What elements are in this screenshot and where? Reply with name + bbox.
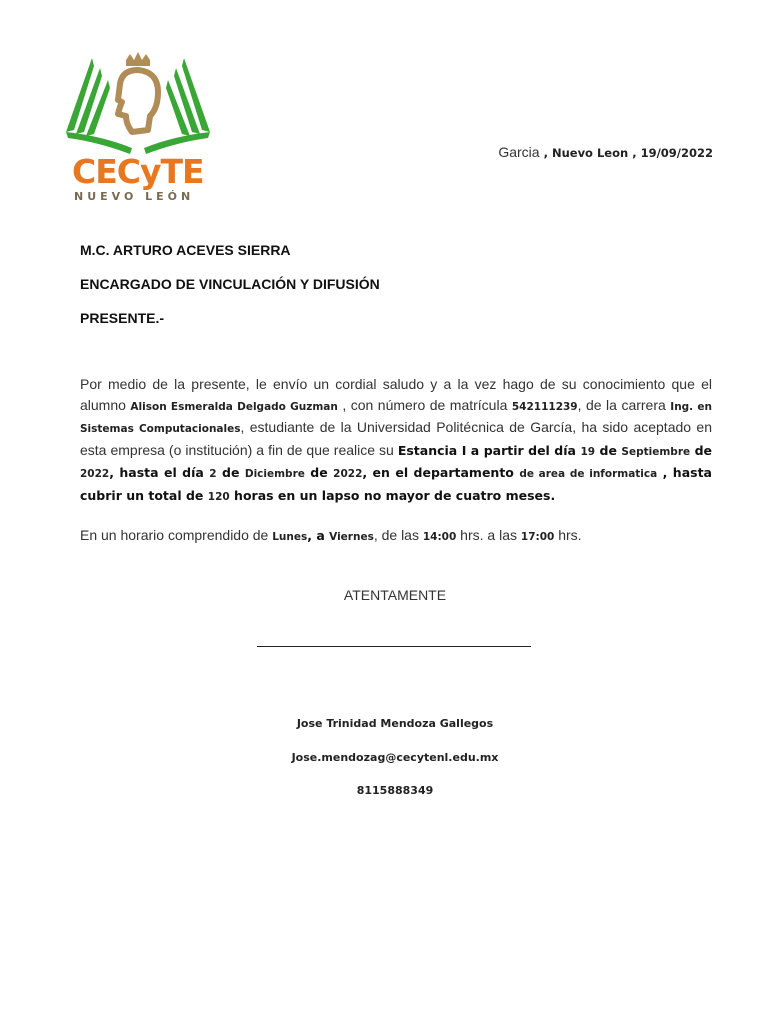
signature-line bbox=[257, 646, 531, 647]
body-text-12: , hasta cubrir un total de bbox=[80, 465, 712, 503]
department: de area de informatica bbox=[519, 468, 658, 480]
date-city: Garcia bbox=[498, 144, 540, 160]
schedule-time-to: 17:00 bbox=[520, 531, 555, 543]
date-sep-1: , bbox=[539, 146, 552, 160]
schedule-text-5: hrs. bbox=[554, 527, 582, 543]
recipient-name: M.C. ARTURO ACEVES SIERRA bbox=[80, 242, 291, 258]
body-text-8: , hasta el día bbox=[109, 465, 210, 480]
body-text-2: , con número de matrícula bbox=[337, 396, 512, 413]
body-text-11: , en el departamento bbox=[362, 465, 520, 480]
logo-subtitle: NUEVO LEÓN bbox=[74, 190, 195, 203]
body-text-6: de bbox=[595, 442, 622, 458]
student-career: Ing. en Sistemas Computacionales bbox=[80, 400, 713, 435]
date-sep-2: , bbox=[628, 146, 641, 160]
body-text-7: de bbox=[690, 442, 713, 458]
body-text-13: horas en un lapso no mayor de cuatro meses. bbox=[229, 487, 556, 503]
signatory-name: Jose Trinidad Mendoza Gallegos bbox=[296, 717, 494, 730]
signatory-phone: 8115888349 bbox=[356, 784, 434, 797]
start-month: Septiembre bbox=[621, 445, 691, 458]
schedule-day-to: Viernes bbox=[329, 531, 374, 543]
end-day: 2 bbox=[209, 468, 217, 480]
end-year: 2022 bbox=[333, 468, 363, 480]
date-state: Nuevo Leon bbox=[551, 146, 629, 160]
recipient-presente: PRESENTE.- bbox=[80, 310, 165, 326]
schedule-text-4: hrs. a las bbox=[456, 527, 521, 543]
schedule-time-from: 14:00 bbox=[422, 531, 457, 543]
schedule-day-from: Lunes bbox=[272, 531, 308, 543]
total-hours: 120 bbox=[207, 490, 230, 503]
signatory-email: Jose.mendozag@cecytenl.edu.mx bbox=[291, 751, 499, 764]
recipient-role: ENCARGADO DE VINCULACIÓN Y DIFUSIÓN bbox=[80, 276, 380, 292]
date-value: 19/09/2022 bbox=[640, 146, 713, 160]
schedule-paragraph bbox=[80, 527, 582, 543]
schedule-text-3: , de las bbox=[373, 527, 423, 543]
body-paragraph bbox=[80, 374, 712, 507]
start-day: 19 bbox=[580, 445, 596, 458]
date-line bbox=[498, 144, 713, 160]
student-matricula: 542111239 bbox=[511, 400, 578, 413]
body-text-3: , de la carrera bbox=[577, 396, 671, 413]
schedule-text-1: En un horario comprendido de bbox=[80, 527, 273, 543]
end-month: Diciembre bbox=[244, 468, 305, 480]
schedule-text-2: , a bbox=[307, 528, 330, 543]
body-text-10: de bbox=[304, 465, 334, 480]
body-text-4: , estudiante de la Universidad Politécnica de García, ha sido aceptado en esta empresa (o institución) a fin de que realice su bbox=[80, 419, 712, 458]
start-year: 2022 bbox=[80, 468, 110, 480]
closing-atentamente: ATENTAMENTE bbox=[343, 587, 447, 603]
student-name: Alison Esmeralda Delgado Guzman bbox=[130, 400, 338, 413]
body-text-1: Por medio de la presente, le envío un cordial saludo y a la vez hago de su conocimiento que el alumno bbox=[80, 376, 712, 413]
logo-wordmark: CECyTE bbox=[72, 152, 204, 191]
body-text-9: de bbox=[216, 465, 245, 480]
body-text-5: Estancia I a partir del día bbox=[397, 442, 581, 458]
